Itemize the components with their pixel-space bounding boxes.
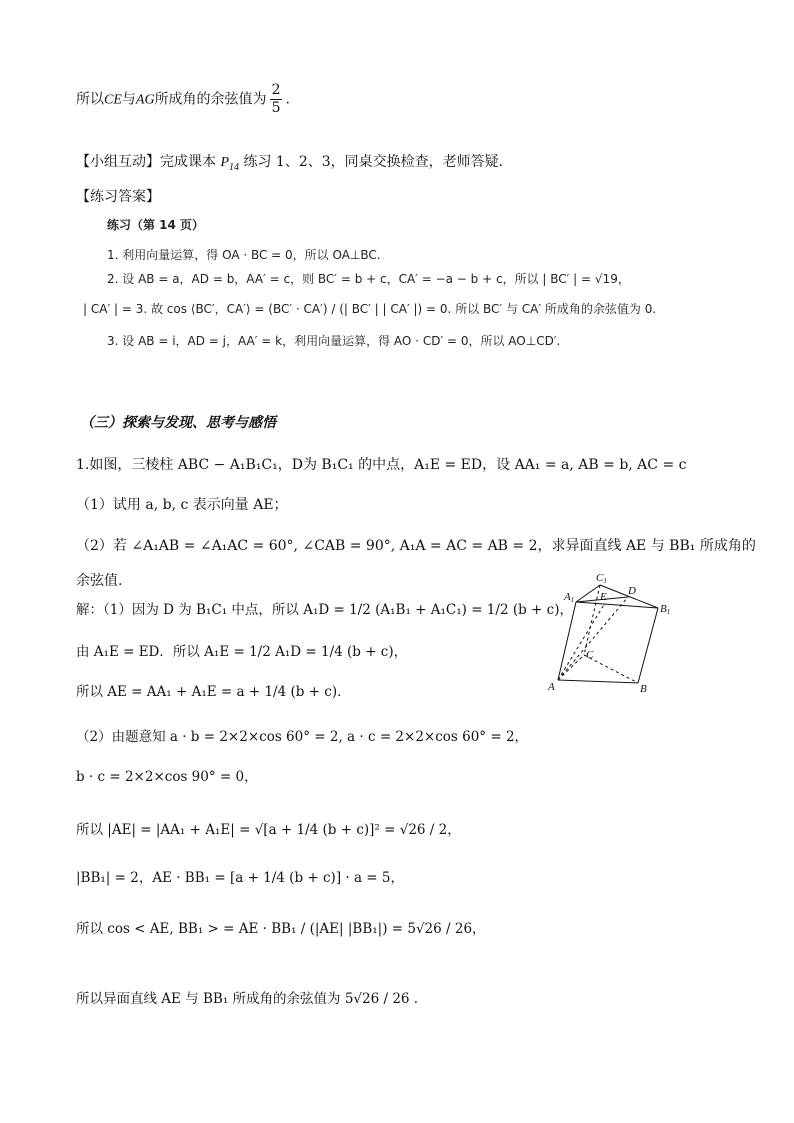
problem-q1: （1）试用 a, b, c 表示向量 AE； <box>76 497 288 513</box>
solution-line-7: |BB₁| = 2，AE · BB₁ = [a + 1/4 (b + c)] · a = 5， <box>76 870 404 886</box>
conclusion-suffix: 所成角的余弦值为 <box>154 91 267 108</box>
section-title: （三）探索与发现、思考与感悟 <box>80 415 276 431</box>
conclusion-prefix: 所以 <box>76 91 104 108</box>
edge-b-b1 <box>638 608 658 683</box>
group-interaction: 【小组互动】完成课本 $P_{14}$ 练习 1、2、3，同桌交换检查，老师答疑. <box>76 154 504 173</box>
solution-line-2: 由 A₁E = ED．所以 A₁E = 1/2 A₁D = 1/4 (b + c)， <box>76 644 408 660</box>
edge-a-b <box>558 680 638 683</box>
prism-figure <box>540 570 680 700</box>
answer-1: 1. 利用向量运算，得 OA · BC = 0，所以 OA⊥BC. <box>107 248 381 262</box>
label-c1: C1 <box>596 572 607 585</box>
answer-2: 2. 设 AB = a，AD = b，AA′ = c，则 BC′ = b + c，CA′ = −a − b + c，所以 | BC′ | = √19， <box>107 272 630 286</box>
solution-line-5: b · c = 2×2×cos 90° = 0， <box>76 769 258 785</box>
answer-2b: | CA′ | = 3. 故 cos ⟨BC′，CA′⟩ = (BC′ · CA′) / (| BC′ | | CA′ |) = 0. 所以 BC′ 与 CA′ 所成角的余弦值为 0. <box>83 302 657 316</box>
solution-line-9: 所以异面直线 AE 与 BB₁ 所成角的余弦值为 5√26 / 26 . <box>76 991 419 1007</box>
answers-label: 【练习答案】 <box>76 189 160 205</box>
edge-c-c1 <box>584 585 600 655</box>
ce-label: CE <box>104 92 122 108</box>
problem-stem: 1.如图，三棱柱 ABC − A₁B₁C₁，D为 B₁C₁ 的中点，A₁E = ED，设 AA₁ = a, AB = b, AC = c <box>76 457 687 473</box>
label-d: D <box>628 585 636 597</box>
answers-block <box>83 208 657 358</box>
ag-label: AG <box>135 92 155 108</box>
fraction-2-5: $\frac{2}{5}$ <box>271 82 281 116</box>
answer-3: 3. 设 AB = i，AD = j，AA′ = k，利用向量运算，得 AO · CD′ = 0，所以 AO⊥CD′. <box>107 334 561 348</box>
label-e: E <box>600 591 607 603</box>
solution-line-3: 所以 AE = AA₁ + A₁E = a + 1/4 (b + c)． <box>76 684 351 700</box>
page-ref: $P_{14}$ <box>220 155 240 173</box>
segment-a-d <box>558 597 628 680</box>
label-c: C <box>586 649 594 661</box>
edge-a-a1 <box>558 602 576 680</box>
problem-q2b: 余弦值. <box>76 573 123 589</box>
solution-line-1: 解：（1）因为 D 为 B₁C₁ 中点，所以 A₁D = 1/2 (A₁B₁ + A₁C₁) = 1/2 (b + c)， <box>76 602 573 618</box>
solution-line-4: （2）由题意知 a · b = 2×2×cos 60° = 2, a · c = 2×2×cos 60° = 2， <box>76 729 529 745</box>
answers-title: 练习（第 14 页） <box>107 218 205 232</box>
group-label: 【小组互动】 <box>76 154 160 170</box>
solution-line-6: 所以 |AE| = |AA₁ + A₁E| = √[a + 1/4 (b + c)]² = √26 / 2， <box>76 822 461 838</box>
solution-line-8: 所以 cos < AE, BB₁ > = AE · BB₁ / (|AE| |BB₁|) = 5√26 / 26， <box>76 921 486 937</box>
conclusion-line: 所以CE与AG所成角的余弦值为 $\frac{2}{5}$ . <box>76 82 290 116</box>
label-b: B <box>640 683 647 695</box>
label-a: A <box>548 681 555 693</box>
conclusion-mid: 与 <box>121 91 136 108</box>
label-b1: B1 <box>660 603 671 616</box>
label-a1: A1 <box>564 591 575 604</box>
segment-a-e <box>558 603 605 680</box>
problem-q2a: （2）若 ∠A₁AB = ∠A₁AC = 60°, ∠CAB = 90°, A₁A = AC = AB = 2，求异面直线 AE 与 BB₁ 所成角的 <box>76 538 756 554</box>
